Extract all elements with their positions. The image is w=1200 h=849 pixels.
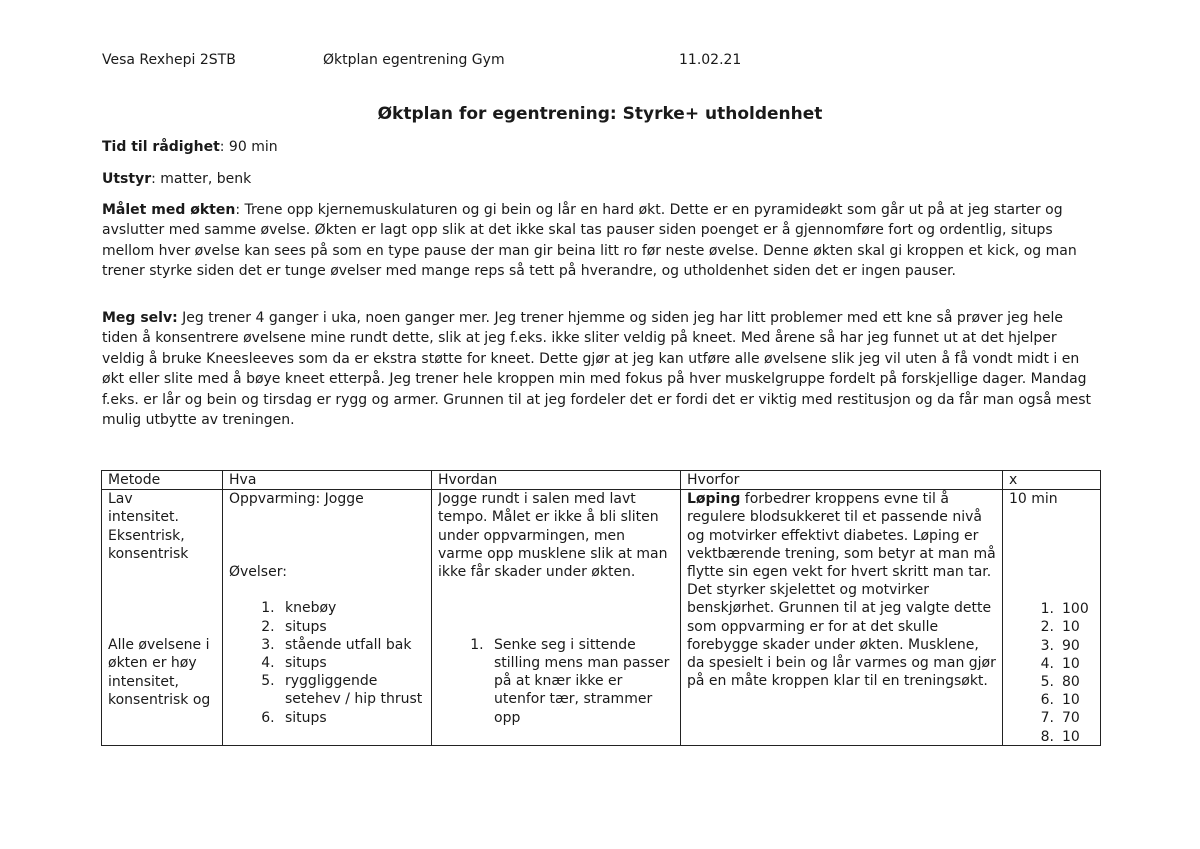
hva-warmup: Oppvarming: Jogge	[229, 491, 364, 508]
list-item: 5. ryggliggende setehev / hip thrust	[279, 672, 425, 708]
hva-exercises-label: Øvelser:	[229, 563, 287, 580]
header-author: Vesa Rexhepi 2STB	[102, 52, 236, 68]
list-item: 1. 100	[1040, 601, 1089, 618]
header-date: 11.02.21	[679, 52, 742, 68]
goal-text: : Trene opp kjernemuskulaturen og gi bein og lår en hard økt. Dette er en pyramideøkt som går ut på at jeg starter og avslutter med samme øvelse. Økten er lagt opp slik at det ikke skal tas pauser siden poenget er å gjennomføre fort og ordentlig, situps mellom hver øvelse kan sees på som en type pause der man gir beina litt ro før neste øvelse. Denne økten skal gi kroppen et kick, og man trener styrke siden det er tunge øvelser med mange reps så tett på hverandre, og utholdenhet siden det er ingen pauser.	[102, 202, 1077, 280]
list-item: 3. stående utfall bak	[279, 636, 425, 654]
self-paragraph	[102, 308, 1102, 430]
cell-hvorfor	[681, 490, 1003, 746]
equipment-value: : matter, benk	[151, 171, 252, 187]
cell-x	[1003, 490, 1101, 746]
list-item: 2. situps	[279, 618, 425, 636]
metode-top: Lav intensitet. Eksentrisk, konsentrisk	[108, 491, 189, 562]
metode-bottom: Alle øvelsene i økten er høy intensitet, konsentrisk og	[108, 637, 211, 708]
self-text: Jeg trener 4 ganger i uka, noen ganger mer. Jeg trener hjemme og siden jeg har litt problemer med ett kne så prøver jeg hele tiden å konsentrere øvelsene mine rundt dette, slik at jeg f.eks. ikke sliter veldig på kneet. Med årene så har jeg funnet ut at det hjelper veldig å bruke Kneesleeves som da er ekstra støtte for kneet. Dette gjør at jeg kan utføre alle øvelsene slik jeg vil uten å få vondt midt i en økt eller slite med å bøye kneet etterpå. Jeg trener hele kroppen min med fokus på hver muskelgruppe fordelt på forskjellige dager. Mandag f.eks. er lår og bein og tirsdag er rygg og armer. Grunnen til at jeg fordeler det er fordi det er viktig med restitusjon og da får man også mest mulig utbytte av treningen.	[102, 310, 1092, 429]
page-title: Øktplan for egentrening: Styrke+ utholdenhet	[377, 104, 823, 124]
goal-label: Målet med økten	[102, 202, 236, 218]
header-x: x	[1003, 471, 1101, 490]
equipment-label: Utstyr	[102, 171, 152, 187]
list-item: 6. situps	[279, 709, 425, 727]
list-item: 5. 80	[1040, 674, 1080, 691]
equipment	[102, 169, 1102, 189]
table-row	[102, 490, 1101, 746]
list-item: 1. Senke seg i sittende stilling mens man passer på at knær ikke er utenfor tær, strammer opp	[488, 636, 674, 727]
time-available	[102, 137, 1102, 157]
table-header-row	[102, 471, 1101, 490]
exercise-list	[229, 599, 425, 726]
list-item: 2. 10	[1040, 619, 1080, 636]
list-item: 1. knebøy	[279, 599, 425, 617]
hvordan-steps	[438, 636, 674, 727]
self-label: Meg selv:	[102, 310, 178, 326]
cell-hvordan	[432, 490, 681, 746]
hvorfor-bold: Løping	[687, 491, 741, 508]
list-item: 6. 10	[1040, 692, 1080, 709]
time-label: Tid til rådighet	[102, 139, 220, 155]
list-item: 8. 10	[1040, 728, 1080, 745]
header-hvorfor: Hvorfor	[681, 471, 1003, 490]
header-hva: Hva	[223, 471, 432, 490]
list-item: 3. 90	[1040, 637, 1080, 654]
hvordan-text: Jogge rundt i salen med lavt tempo. Målet er ikke å bli sliten under oppvarmingen, men varme opp musklene slik at man ikke får skader under økten.	[438, 491, 668, 581]
cell-metode	[102, 490, 223, 746]
x-warmup: 10 min	[1009, 491, 1058, 508]
header-hvordan: Hvordan	[432, 471, 681, 490]
hvorfor-text: forbedrer kroppens evne til å regulere blodsukkeret til et passende nivå og motvirker effektivt diabetes. Løping er vektbærende trening, som betyr at man må flytte sin egen vekt for hvert skritt man tar. Det styrker skjelettet og motvirker benskjørhet. Grunnen til at jeg valgte dette som oppvarming er for at det skulle forebygge skader under økten. Musklene, da spesielt i bein og lår varmes og man gjør på en måte kroppen klar til en treningsøkt.	[687, 491, 996, 690]
header-subject: Øktplan egentrening Gym	[323, 52, 505, 68]
reps-list	[1009, 600, 1094, 745]
list-item: 4. 10	[1040, 655, 1080, 672]
list-item: 4. situps	[279, 654, 425, 672]
cell-hva	[223, 490, 432, 746]
training-plan-table	[101, 470, 1101, 746]
time-value: : 90 min	[219, 139, 278, 155]
goal-paragraph	[102, 200, 1102, 282]
header-metode: Metode	[102, 471, 223, 490]
list-item: 7. 70	[1040, 710, 1080, 727]
